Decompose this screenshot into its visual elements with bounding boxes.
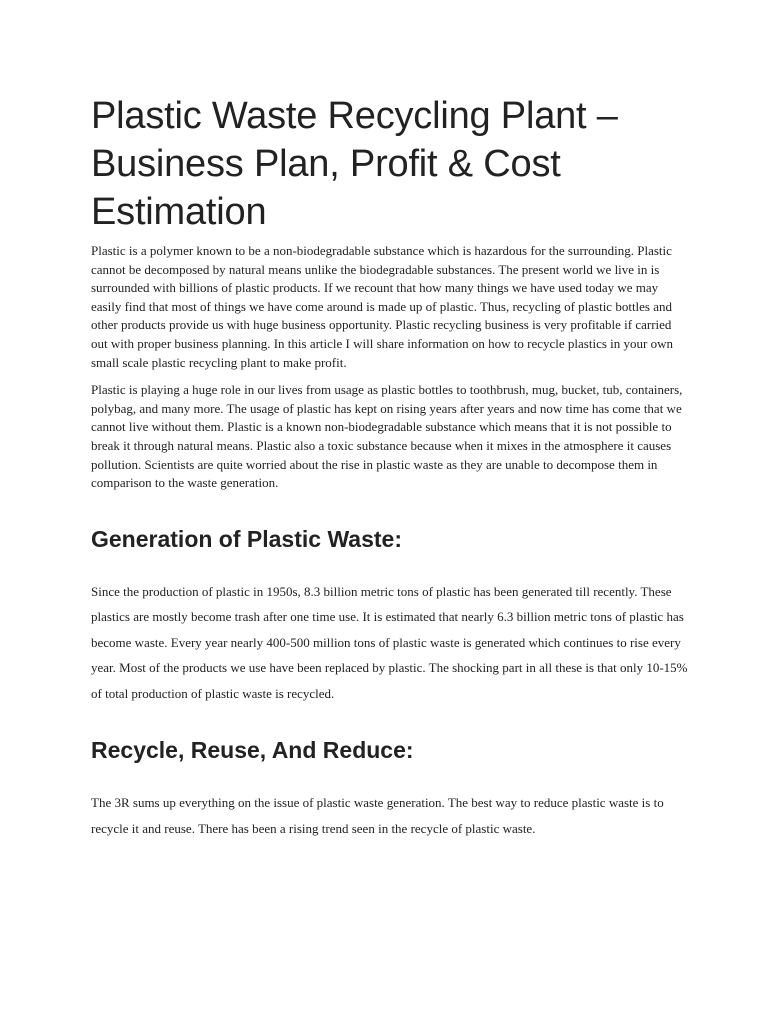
page-title: Plastic Waste Recycling Plant – Business Plan, Profit & Cost Estimation [91, 95, 618, 233]
intro-paragraph-2: Plastic is playing a huge role in our lives from usage as plastic bottles to toothbrush, mug, bucket, tub, containers, polybag, and many more. The usage of plastic has kept on rising years after years and now time has come that we cannot live without them. Plastic is a known non-biodegradable substance which means that it is not possible to break it through natural means. Plastic also a toxic substance because when it mixes in the atmosphere it causes pollution. Scientists are quite worried about the rise in plastic waste as they are unable to decompose them in comparison to the waste generation. [91, 382, 683, 491]
section-heading-generation: Generation of Plastic Waste: [91, 525, 402, 552]
section-heading-recycle: Recycle, Reuse, And Reduce: [91, 737, 414, 764]
intro-paragraph-1: Plastic is a polymer known to be a non-biodegradable substance which is hazardous for the surrounding. Plastic cannot be decomposed by natural means unlike the biodegradable substances. The present world we live in is surrounded with billions of plastic products. If we recount that how many things we have used today we may easily find that most of things we have come around is made up of plastic. Thus, recycling of plastic bottles and other products provide us with huge business opportunity. Plastic recycling business is very profitable if carried out with proper business planning. In this article I will share information on how to recycle plastics in your own small scale plastic recycling plant to make profit. [91, 243, 673, 370]
section-body-recycle: The 3R sums up everything on the issue of plastic waste generation. The best way to reduce plastic waste is to recycle it and reuse. There has been a rising trend seen in the recycle of plastic waste. [91, 795, 664, 836]
section-body-generation: Since the production of plastic in 1950s, 8.3 billion metric tons of plastic has been generated till recently. These plastics are mostly become trash after one time use. It is estimated that nearly 6.3 billion metric tons of plastic has become waste. Every year nearly 400-500 million tons of plastic waste is generated which continues to rise every year. Most of the products we use have been replaced by plastic. The shocking part in all these is that only 10-15% of total production of plastic waste is recycled. [91, 583, 688, 701]
